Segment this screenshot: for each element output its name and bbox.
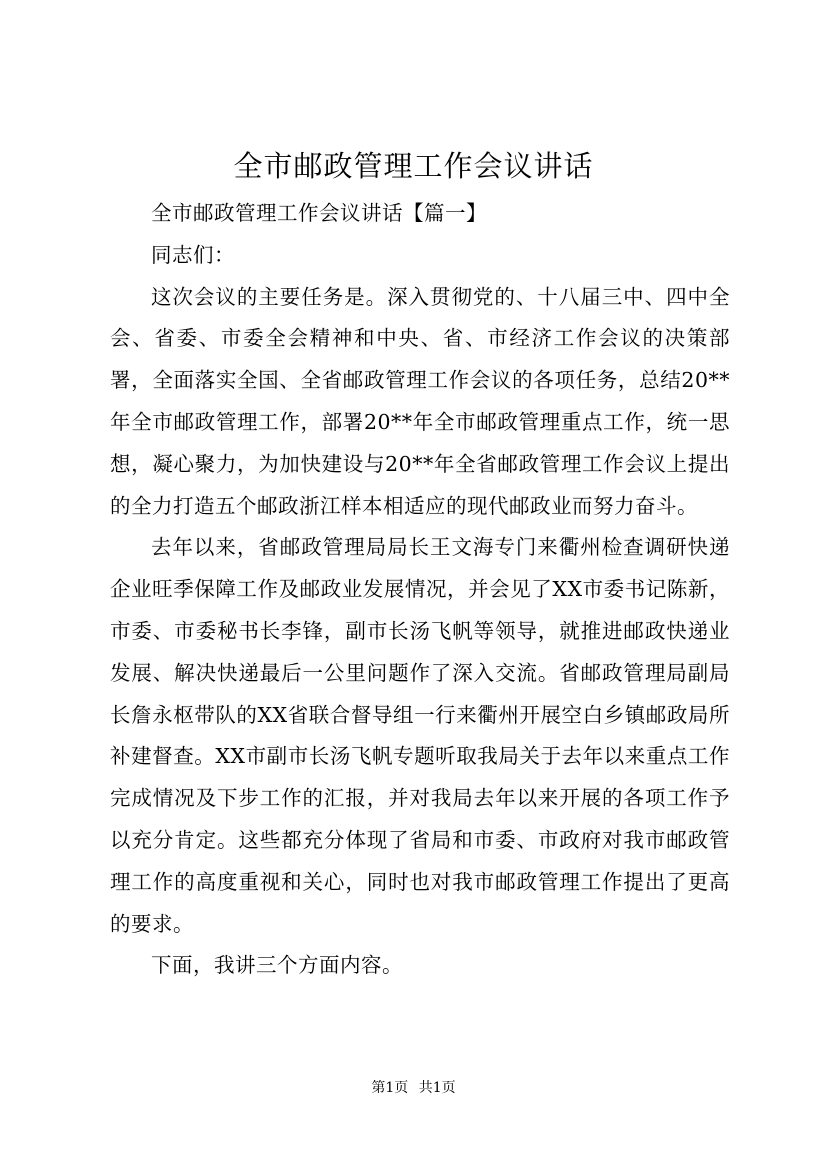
paragraph: 这次会议的主要任务是。深入贯彻党的、十八届三中、四中全会、省委、市委全会精神和中央、省、市经济工作会议的决策部署，全面落实全国、全省邮政管理工作会议的各项任务，总结20**年全市邮政管理工作，部署20**年全市邮政管理重点工作，统一思想，凝心聚力，为加快建设与20**年全省邮政管理工作会议上提出的全力打造五个邮政浙江样本相适应的现代邮政业而努力奋斗。 xyxy=(110,284,730,518)
paragraph: 下面，我讲三个方面内容。 xyxy=(151,953,403,978)
document-title: 全市邮政管理工作会议讲话 xyxy=(233,149,594,183)
paragraph: 去年以来，省邮政管理局局长王文海专门来衢州检查调研快递企业旺季保障工作及邮政业发展情况，并会见了XX市委书记陈新，市委、市委秘书长李锋，副市长汤飞帆等领导，就推进邮政快递业发展、解决快递最后一公里问题作了深入交流。省邮政管理局副局长詹永枢带队的XX省联合督导组一行来衢州开展空白乡镇邮政局所补建督查。XX市副市长汤飞帆专题听取我局关于去年以来重点工作完成情况及下步工作的汇报，并对我局去年以来开展的各项工作予以充分肯定。这些都充分体现了省局和市委、市政府对我市邮政管理工作的高度重视和关心，同时也对我市邮政管理工作提出了更高的要求。 xyxy=(110,535,730,936)
salutation: 同志们： xyxy=(151,242,235,267)
page-footer xyxy=(0,1078,827,1098)
section-heading: 全市邮政管理工作会议讲话【篇一】 xyxy=(151,201,487,225)
document-body xyxy=(110,193,730,987)
page-number: 第1页 xyxy=(371,1080,409,1096)
page-total: 共1页 xyxy=(418,1080,456,1096)
